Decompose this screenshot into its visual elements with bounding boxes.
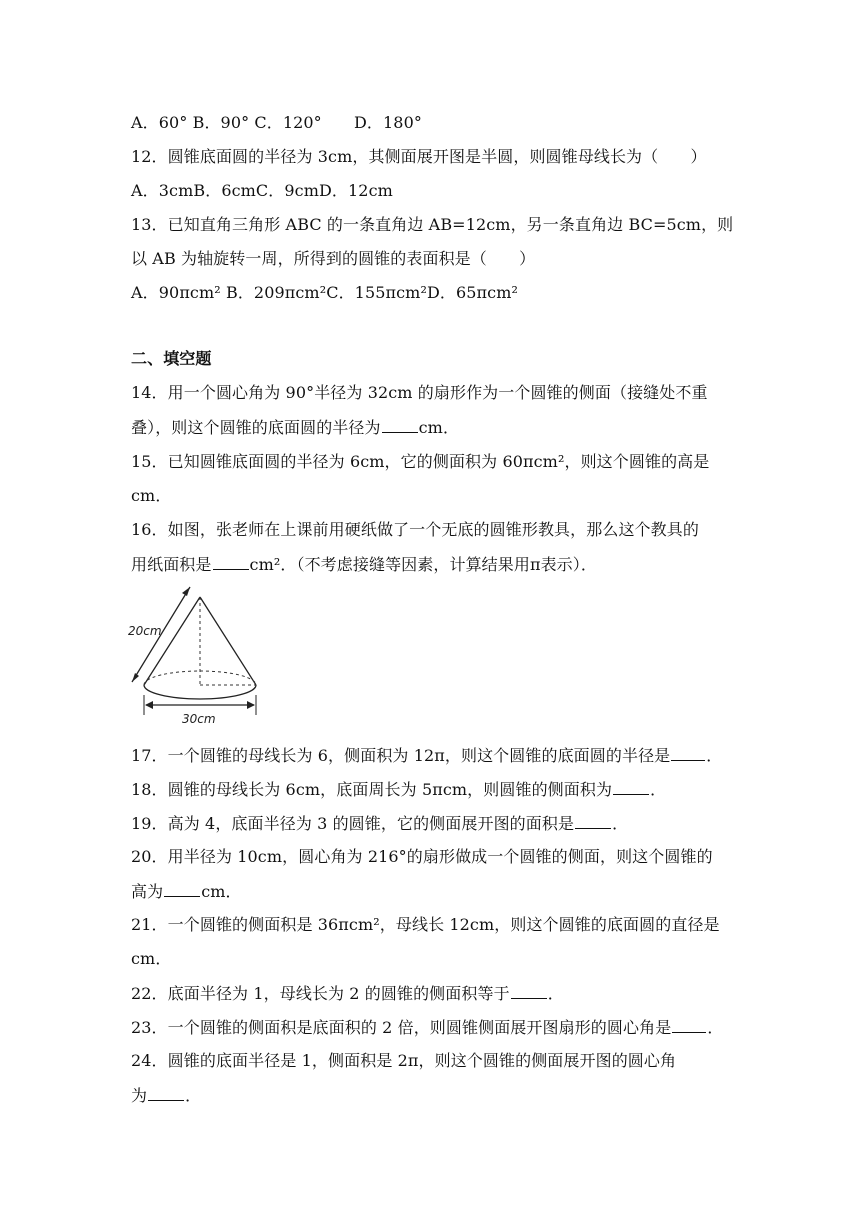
q12-options: A．3cmB．6cmC．9cmD．12cm [131, 181, 393, 200]
q20-text-line2: 高为 cm． [131, 882, 242, 901]
q24-text-line2: 为 ． [131, 1086, 202, 1105]
q18-text: 18．圆锥的母线长为 6cm，底面周长为 5πcm，则圆锥的侧面积为 ． [131, 780, 667, 799]
section-heading-fill-in: 二、填空题 [131, 349, 212, 368]
q13-text-line1: 13．已知直角三角形 ABC 的一条直角边 AB=12cm，另一条直角边 BC=5cm，则 [131, 215, 734, 234]
cone-figure [126, 583, 258, 725]
q14-text-line1: 14．用一个圆心角为 90°半径为 32cm 的扇形作为一个圆锥的侧面（接缝处不重 [131, 383, 708, 402]
answer-blank [511, 983, 547, 999]
answer-blank [672, 1017, 706, 1033]
q22-text: 22．底面半径为 1，母线长为 2 的圆锥的侧面积等于 ． [131, 984, 564, 1003]
arrowhead-bottom [132, 673, 139, 682]
q14-text-line2: 叠），则这个圆锥的底面圆的半径为 cm． [131, 418, 460, 437]
q15-text-line2: cm． [131, 486, 172, 505]
base-front-arc [144, 685, 256, 699]
cone-right-edge [200, 597, 256, 685]
q13-text-line2: 以 AB 为轴旋转一周，所得到的圆锥的表面积是（ ） [131, 249, 536, 268]
arrowhead-top [182, 587, 190, 596]
answer-blank [164, 881, 200, 897]
q17-text: 17．一个圆锥的母线长为 6，侧面积为 12π，则这个圆锥的底面圆的半径是 ． [131, 746, 723, 765]
q21-text-line2: cm． [131, 949, 172, 968]
q12-text: 12．圆锥底面圆的半径为 3cm，其侧面展开图是半圆，则圆锥母线长为（ ） [131, 147, 707, 166]
answer-blank [213, 554, 249, 570]
arrowhead-left [145, 701, 153, 709]
answer-blank [613, 779, 649, 795]
slant-length-label: 20cm [128, 624, 162, 638]
q15-text-line1: 15．已知圆锥底面圆的半径为 6cm，它的侧面积为 60πcm²，则这个圆锥的高是 [131, 452, 710, 471]
q11-options: A．60° B．90° C．120° D．180° [131, 113, 422, 132]
base-length-label: 30cm [182, 712, 216, 725]
q21-text-line1: 21．一个圆锥的侧面积是 36πcm²，母线长 12cm，则这个圆锥的底面圆的直径是 [131, 915, 720, 934]
arrowhead-right [247, 701, 255, 709]
answer-blank [671, 745, 705, 761]
q16-text-line2: 用纸面积是 cm²．（不考虑接缝等因素，计算结果用π表示）． [131, 555, 597, 574]
q24-text-line1: 24．圆锥的底面半径是 1，侧面积是 2π，则这个圆锥的侧面展开图的圆心角 [131, 1051, 677, 1070]
answer-blank [148, 1085, 184, 1101]
q20-text-line1: 20．用半径为 10cm，圆心角为 216°的扇形做成一个圆锥的侧面，则这个圆锥的 [131, 847, 713, 866]
cone-left-edge [144, 597, 200, 685]
q23-text: 23．一个圆锥的侧面积是底面积的 2 倍，则圆锥侧面展开图扇形的圆心角是 ． [131, 1018, 724, 1037]
q13-options: A．90πcm² B．209πcm²C．155πcm²D．65πcm² [131, 283, 519, 302]
answer-blank [575, 813, 611, 829]
q19-text: 19．高为 4，底面半径为 3 的圆锥，它的侧面展开图的面积是 ． [131, 814, 629, 833]
answer-blank [382, 417, 418, 433]
q16-text-line1: 16．如图，张老师在上课前用硬纸做了一个无底的圆锥形教具，那么这个教具的 [131, 520, 699, 539]
